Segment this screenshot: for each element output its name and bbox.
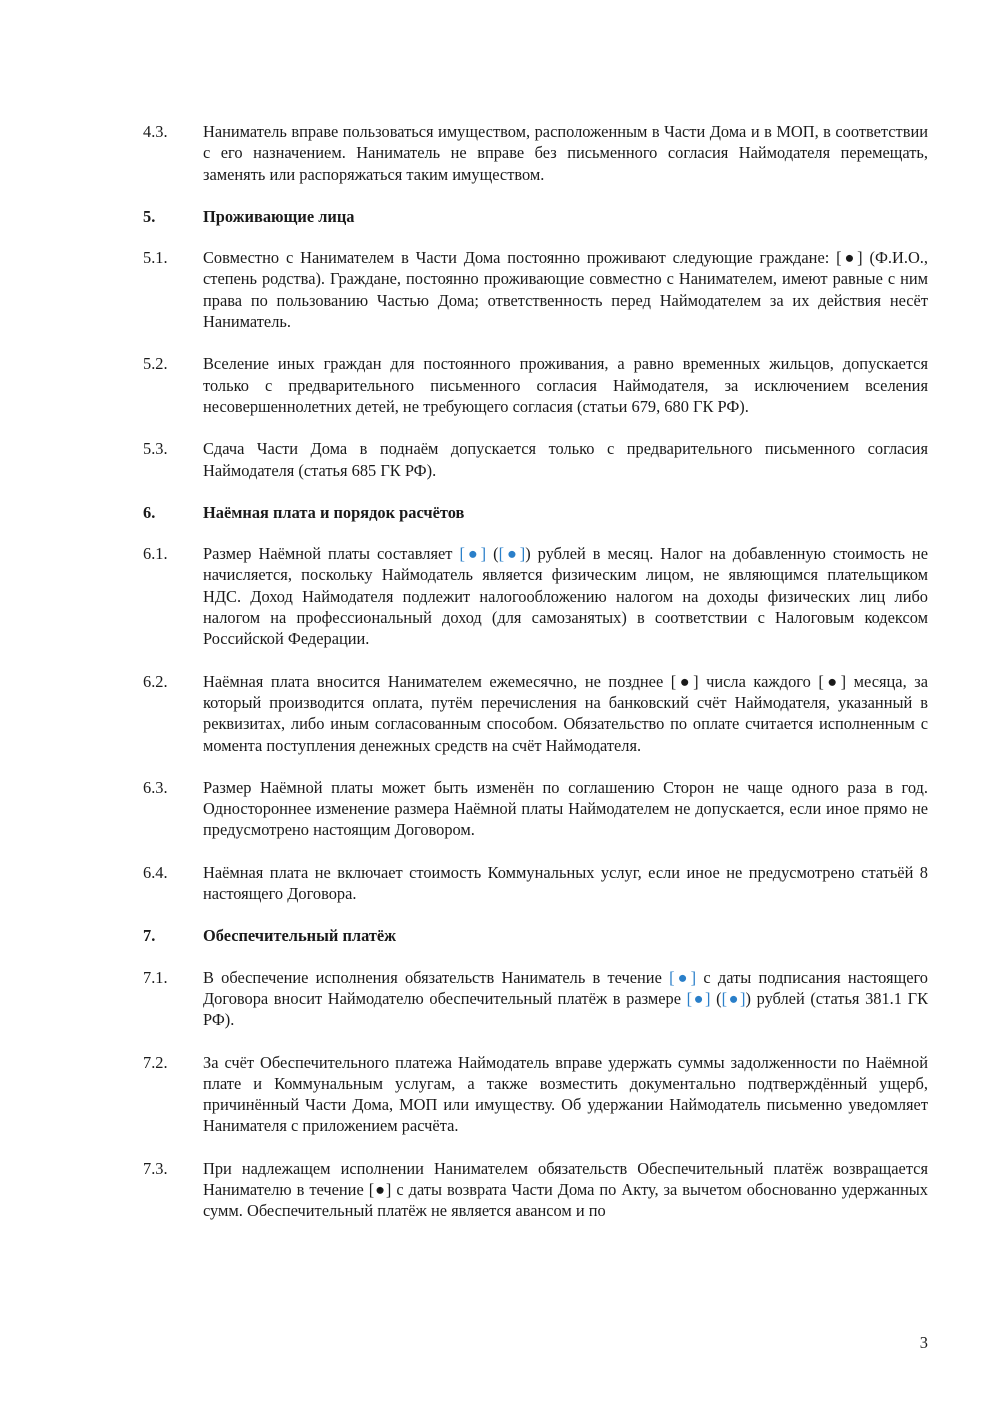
clause-text-run: Размер Наёмной платы составляет xyxy=(203,544,460,564)
placeholder-field: [●] xyxy=(459,544,487,564)
clause-number: 7.1. xyxy=(143,967,168,987)
clause-text xyxy=(203,1052,928,1137)
section-heading xyxy=(143,925,928,946)
clause-number: 5.2. xyxy=(143,354,168,374)
placeholder-field: [●] xyxy=(498,544,526,564)
clause-text-run: Вселение иных граждан для постоянного проживания, а равно временных жильцов, допускается только с предварительного письменного согласия Наймодателя, за исключением вселения несовершеннолетних детей, не требующего согласия (статьи 679, 680 ГК РФ). xyxy=(203,354,928,416)
clause-text xyxy=(203,247,928,332)
clause-text xyxy=(203,1158,928,1222)
clause-number: 5.1. xyxy=(143,248,168,268)
clause-text xyxy=(203,862,928,905)
section-number: 6. xyxy=(143,502,156,522)
placeholder-field: [●] xyxy=(669,967,697,987)
section-heading xyxy=(143,206,928,227)
section-title: Обеспечительный платёж xyxy=(203,926,397,946)
clause-number: 7.3. xyxy=(143,1158,168,1178)
placeholder-field: [●] xyxy=(686,988,711,1008)
clause-paragraph xyxy=(143,671,928,756)
clause-text-run: Совместно с Нанимателем в Части Дома постоянно проживают следующие граждане: [●] (Ф.И.О., степень родства). Граждане, постоянно проживающие совместно с Нанимателем, имеют равные с ним права по пользованию Частью Дома; ответственность перед Наймодателем за их действия несёт Наниматель. xyxy=(203,248,928,332)
clause-number: 6.4. xyxy=(143,862,168,882)
clause-paragraph xyxy=(143,247,928,332)
clause-text xyxy=(203,967,928,1031)
page-number: 3 xyxy=(919,1333,928,1352)
clause-paragraph xyxy=(143,121,928,185)
clause-number: 7.2. xyxy=(143,1052,168,1072)
clause-number: 6.3. xyxy=(143,777,168,797)
clause-text xyxy=(203,543,928,649)
clause-number: 6.1. xyxy=(143,544,168,564)
clause-text xyxy=(203,121,928,185)
clause-text-run: ) рублей (статья 381.1 ГК РФ). xyxy=(203,988,929,1030)
clause-text-run: Наёмная плата не включает стоимость Коммунальных услуг, если иное не предусмотрено статьёй 8 настоящего Договора. xyxy=(203,862,928,904)
clause-text xyxy=(203,777,928,841)
clause-text-run: с даты подписания настоящего Договора вносит Наймодателю обеспечительный платёж в размере xyxy=(203,967,928,1008)
clause-number: 5.3. xyxy=(143,439,168,459)
clause-text-run: Наёмная плата вносится Нанимателем ежемесячно, не позднее [●] числа каждого [●] месяца, за который производится оплата, путём перечисления на банковский счёт Наймодателя, указанный в реквизитах, либо иным согласованным способом. Обязательство по оплате считается исполненным с момента поступления денежных средств на счёт Наймодателя. xyxy=(203,671,928,755)
clause-text xyxy=(203,671,928,756)
clause-text-run: За счёт Обеспечительного платежа Наймодатель вправе удержать суммы задолженности по Наёмной плате и Коммунальным услугам, а также возместить документально подтверждённый ущерб, причинённый Части Дома, МОП или имуществу. Об удержании Наймодатель письменно уведомляет Нанимателя с приложением расчёта. xyxy=(203,1052,928,1136)
clause-paragraph xyxy=(143,1052,928,1137)
placeholder-field: [●] xyxy=(721,988,746,1008)
clause-number: 6.2. xyxy=(143,671,168,691)
clause-number: 4.3. xyxy=(143,122,168,141)
clause-text xyxy=(203,353,928,417)
clause-paragraph xyxy=(143,438,928,481)
clause-text xyxy=(203,438,928,481)
clause-text-run: Наниматель вправе пользоваться имуществом, расположенным в Части Дома и в МОП, в соответствии с его назначением. Наниматель не вправе без письменного согласия Наймодателя перемещать, заменять или распоряжаться таким имуществом. xyxy=(203,122,928,184)
clause-paragraph xyxy=(143,777,928,841)
section-number: 7. xyxy=(143,926,156,946)
clause-text-run: Сдача Части Дома в поднаём допускается только с предварительного письменного согласия Наймодателя (статья 685 ГК РФ). xyxy=(203,439,928,480)
section-heading xyxy=(143,502,928,523)
clause-text-run: ( xyxy=(486,544,499,564)
section-title: Проживающие лица xyxy=(203,206,355,226)
clause-paragraph xyxy=(143,543,928,649)
clause-text-run: ( xyxy=(710,988,722,1008)
clause-text-run: При надлежащем исполнении Нанимателем обязательств Обеспечительный платёж возвращается Нанимателю в течение [●] с даты возврата Части Дома по Акту, за вычетом обоснованно удержанных сумм. Обеспечительный платёж не является авансом и по xyxy=(203,1158,928,1221)
clause-text-run: В обеспечение исполнения обязательств Наниматель в течение xyxy=(203,967,670,987)
section-number: 5. xyxy=(143,206,156,226)
clause-text-run: Размер Наёмной платы может быть изменён по соглашению Сторон не чаще одного раза в год. Одностороннее изменение размера Наёмной платы Наймодателем не допускается, если иное прямо не предусмотрено настоящим Договором. xyxy=(203,777,928,840)
clause-paragraph xyxy=(143,1158,928,1222)
clause-text-run: ) рублей в месяц. Налог на добавленную стоимость не начисляется, поскольку Наймодатель является физическим лицом, не являющимся плательщиком НДС. Доход Наймодателя подлежит налогообложению налогом на доходы физических лиц либо налогом на профессиональный доход (для самозанятых) в соответствии с Налоговым кодексом Российской Федерации. xyxy=(203,544,928,649)
clause-paragraph xyxy=(143,967,928,1031)
clause-paragraph xyxy=(143,353,928,417)
section-title: Наёмная плата и порядок расчётов xyxy=(203,502,465,522)
document-body xyxy=(143,121,928,1243)
clause-paragraph xyxy=(143,862,928,905)
